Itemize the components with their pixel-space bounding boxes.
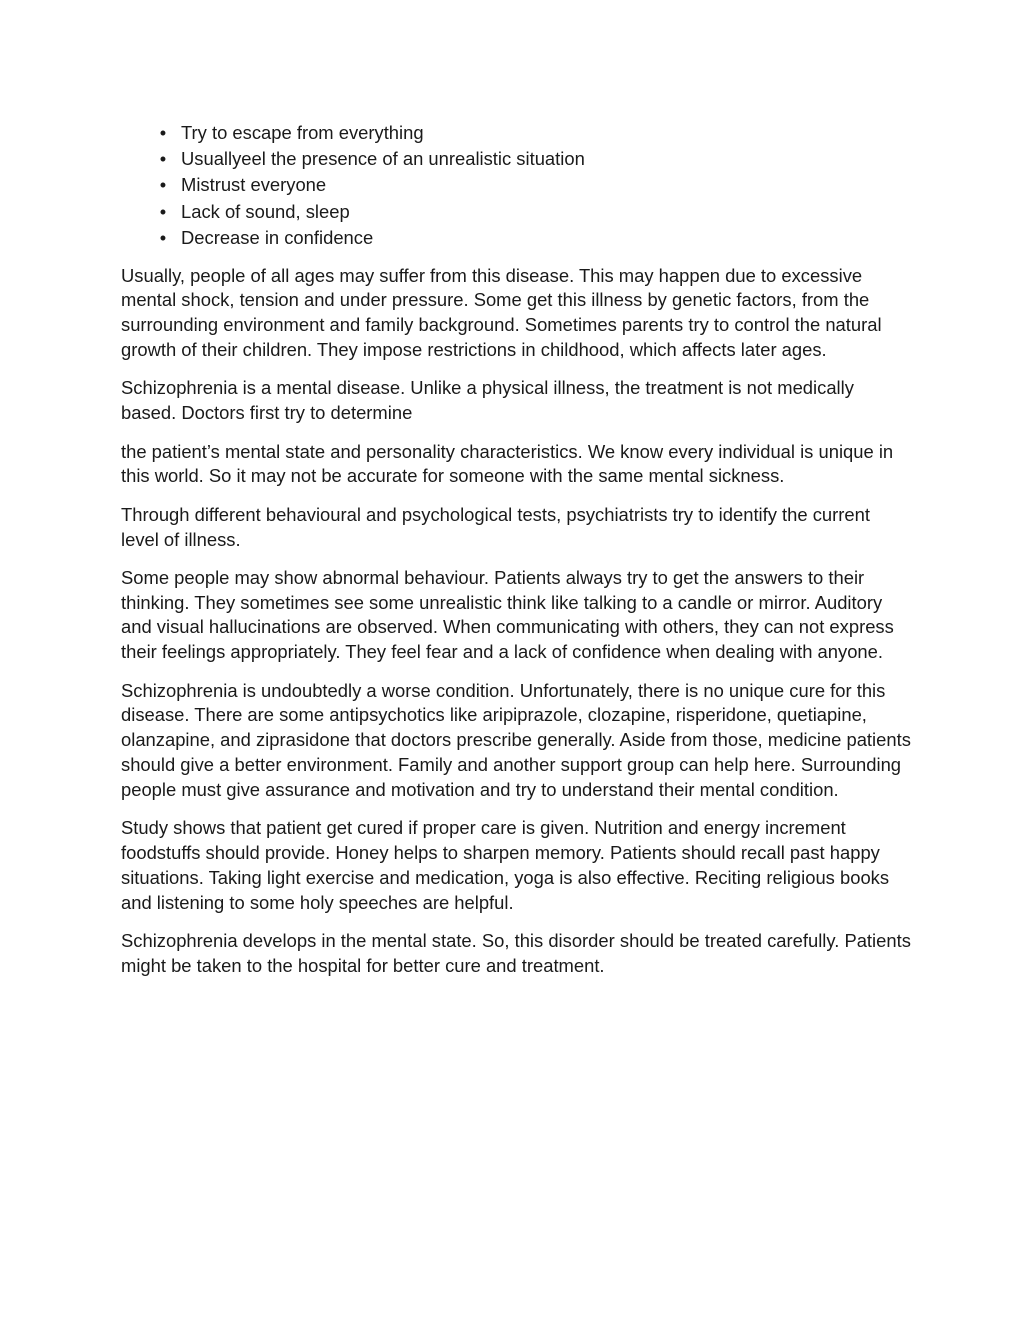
- list-item-text: Usuallyeel the presence of an unrealistic situation: [181, 148, 585, 170]
- bullet-icon: •: [159, 226, 167, 248]
- paragraph-diagnosis-intro: Schizophrenia is a mental disease. Unlike a physical illness, the treatment is not medically based. Doctors first try to determine: [121, 377, 854, 424]
- list-item-text: Lack of sound, sleep: [181, 200, 350, 222]
- bullet-icon: •: [159, 148, 167, 170]
- bullet-icon: •: [159, 200, 167, 222]
- paragraph-conclusion: Schizophrenia develops in the mental state. So, this disorder should be treated carefully. Patients might be taken to the hospital for better cure and treatment.: [121, 930, 911, 976]
- paragraph-care: Study shows that patient get cured if proper care is given. Nutrition and energy increment foodstuffs should provide. Honey helps to sharpen memory. Patients should recall past happy situations. Taking light exercise and medication, yoga is also effective. Reciting religious books and listening to some holy speeches are helpful.: [121, 817, 890, 913]
- bullet-icon: •: [159, 174, 167, 196]
- list-item-text: Try to escape from everything: [181, 122, 424, 143]
- paragraph-causes: Usually, people of all ages may suffer from this disease. This may happen due to excessive mental shock, tension and under pressure. Some get this illness by genetic factors, from the surrounding environment and family background. Sometimes parents try to control the natural growth of their children. They impose restrictions in childhood, which affects later ages.: [121, 264, 882, 360]
- paragraph-behaviour: Some people may show abnormal behaviour. Patients always try to get the answers to their thinking. They sometimes see some unrealistic think like talking to a candle or mirror. Auditory and visual hallucinations are observed. When communicating with others, they can not express their feelings appropriately. They feel fear and a lack of confidence when dealing with anyone.: [121, 566, 894, 663]
- symptom-list: [121, 121, 911, 251]
- paragraph-diagnosis-detail: the patient’s mental state and personality characteristics. We know every individual is unique in this world. So it may not be accurate for someone with the same mental sickness.: [121, 440, 894, 487]
- bullet-icon: •: [159, 122, 167, 143]
- document-body: [121, 121, 911, 992]
- list-item-text: Decrease in confidence: [181, 226, 374, 248]
- paragraph-tests: Through different behavioural and psychological tests, psychiatrists try to identify the current level of illness.: [121, 503, 870, 550]
- list-item-text: Mistrust everyone: [181, 174, 327, 196]
- list-item: [121, 200, 911, 225]
- list-item: [121, 173, 911, 198]
- list-item: [121, 147, 911, 172]
- list-item: [121, 226, 911, 251]
- list-item: [121, 121, 911, 146]
- paragraph-treatment: Schizophrenia is undoubtedly a worse condition. Unfortunately, there is no unique cure for this disease. There are some antipsychotics like aripiprazole, clozapine, risperidone, quetiapine, olanzapine, and ziprasidone that doctors prescribe generally. Aside from those, medicine patients should give a better environment. Family and another support group can help here. Surrounding people must give assurance and motivation and try to understand their mental condition.: [121, 679, 911, 800]
